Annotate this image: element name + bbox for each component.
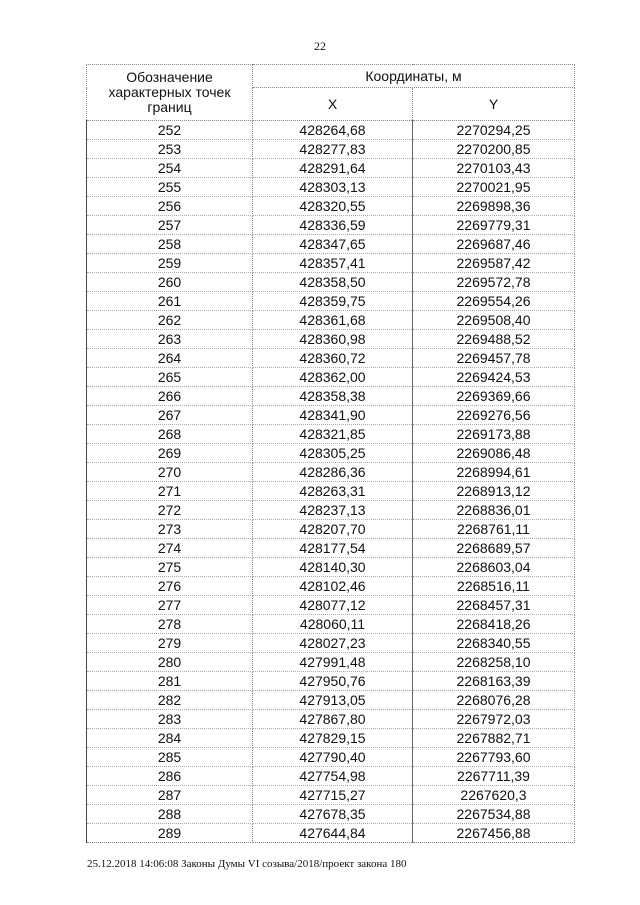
point-number-cell: 282 xyxy=(87,691,253,710)
x-coordinate-cell: 428027,23 xyxy=(253,634,413,653)
x-coordinate-cell: 428321,85 xyxy=(253,425,413,444)
table-row xyxy=(87,273,575,292)
x-coordinate-cell: 428362,00 xyxy=(253,368,413,387)
table-row xyxy=(87,216,575,235)
y-coordinate-cell: 2267711,39 xyxy=(413,767,575,786)
table-row xyxy=(87,482,575,501)
y-coordinate-cell: 2267534,88 xyxy=(413,805,575,824)
table-row xyxy=(87,501,575,520)
table-row xyxy=(87,520,575,539)
y-coordinate-cell: 2269898,36 xyxy=(413,197,575,216)
point-number-cell: 259 xyxy=(87,254,253,273)
y-coordinate-cell: 2269572,78 xyxy=(413,273,575,292)
x-coordinate-cell: 427678,35 xyxy=(253,805,413,824)
point-number-cell: 254 xyxy=(87,159,253,178)
point-number-cell: 263 xyxy=(87,330,253,349)
table-row xyxy=(87,444,575,463)
y-coordinate-cell: 2268418,26 xyxy=(413,615,575,634)
table-row xyxy=(87,235,575,254)
y-coordinate-cell: 2267456,88 xyxy=(413,824,575,843)
point-number-cell: 271 xyxy=(87,482,253,501)
table-row xyxy=(87,615,575,634)
table-row xyxy=(87,425,575,444)
point-number-cell: 260 xyxy=(87,273,253,292)
table-row xyxy=(87,406,575,425)
table-row xyxy=(87,368,575,387)
page-number: 22 xyxy=(314,39,326,53)
x-coordinate-cell: 428360,98 xyxy=(253,330,413,349)
x-coordinate-cell: 428207,70 xyxy=(253,520,413,539)
x-coordinate-cell: 428291,64 xyxy=(253,159,413,178)
table-row xyxy=(87,197,575,216)
point-number-cell: 288 xyxy=(87,805,253,824)
y-coordinate-cell: 2269457,78 xyxy=(413,349,575,368)
table-row xyxy=(87,729,575,748)
point-number-cell: 279 xyxy=(87,634,253,653)
x-coordinate-cell: 428264,68 xyxy=(253,121,413,140)
point-number-cell: 285 xyxy=(87,748,253,767)
point-number-cell: 287 xyxy=(87,786,253,805)
x-coordinate-cell: 428102,46 xyxy=(253,577,413,596)
y-coordinate-cell: 2268761,11 xyxy=(413,520,575,539)
y-coordinate-cell: 2267882,71 xyxy=(413,729,575,748)
table-row xyxy=(87,463,575,482)
table-row xyxy=(87,178,575,197)
y-coordinate-cell: 2269687,46 xyxy=(413,235,575,254)
x-coordinate-cell: 428303,13 xyxy=(253,178,413,197)
table-row xyxy=(87,634,575,653)
coordinates-header: Координаты, м xyxy=(253,65,575,88)
y-coordinate-cell: 2268836,01 xyxy=(413,501,575,520)
table-row xyxy=(87,121,575,140)
point-number-cell: 262 xyxy=(87,311,253,330)
point-number-cell: 276 xyxy=(87,577,253,596)
x-coordinate-cell: 427913,05 xyxy=(253,691,413,710)
x-coordinate-cell: 428336,59 xyxy=(253,216,413,235)
y-coordinate-cell: 2270294,25 xyxy=(413,121,575,140)
point-number-cell: 286 xyxy=(87,767,253,786)
point-number-cell: 261 xyxy=(87,292,253,311)
point-number-cell: 278 xyxy=(87,615,253,634)
y-coordinate-cell: 2269554,26 xyxy=(413,292,575,311)
y-coordinate-cell: 2267620,3 xyxy=(413,786,575,805)
x-coordinate-cell: 428286,36 xyxy=(253,463,413,482)
x-coordinate-cell: 428358,38 xyxy=(253,387,413,406)
x-coordinate-cell: 427829,15 xyxy=(253,729,413,748)
x-coordinate-cell: 428263,31 xyxy=(253,482,413,501)
point-number-cell: 267 xyxy=(87,406,253,425)
table-row xyxy=(87,672,575,691)
table-row xyxy=(87,140,575,159)
point-number-cell: 257 xyxy=(87,216,253,235)
x-coordinate-cell: 428237,13 xyxy=(253,501,413,520)
table-body xyxy=(87,121,575,843)
table-row xyxy=(87,539,575,558)
table-row xyxy=(87,748,575,767)
x-coordinate-cell: 428277,83 xyxy=(253,140,413,159)
point-number-cell: 269 xyxy=(87,444,253,463)
y-coordinate-cell: 2268603,04 xyxy=(413,558,575,577)
table-row xyxy=(87,387,575,406)
x-coordinate-cell: 427950,76 xyxy=(253,672,413,691)
point-number-cell: 264 xyxy=(87,349,253,368)
coordinates-table xyxy=(86,64,575,843)
y-coordinate-cell: 2268258,10 xyxy=(413,653,575,672)
table-row xyxy=(87,330,575,349)
y-column-header: Y xyxy=(413,88,575,121)
table-row xyxy=(87,653,575,672)
table-row xyxy=(87,691,575,710)
y-coordinate-cell: 2269086,48 xyxy=(413,444,575,463)
table-row xyxy=(87,805,575,824)
table-row xyxy=(87,596,575,615)
y-coordinate-cell: 2269488,52 xyxy=(413,330,575,349)
y-coordinate-cell: 2269276,56 xyxy=(413,406,575,425)
point-number-cell: 277 xyxy=(87,596,253,615)
x-coordinate-cell: 428347,65 xyxy=(253,235,413,254)
point-number-cell: 289 xyxy=(87,824,253,843)
table-row xyxy=(87,767,575,786)
table-row xyxy=(87,824,575,843)
point-number-cell: 284 xyxy=(87,729,253,748)
point-number-cell: 258 xyxy=(87,235,253,254)
table-row xyxy=(87,710,575,729)
point-number-cell: 275 xyxy=(87,558,253,577)
point-number-cell: 280 xyxy=(87,653,253,672)
point-number-cell: 283 xyxy=(87,710,253,729)
y-coordinate-cell: 2268457,31 xyxy=(413,596,575,615)
y-coordinate-cell: 2268076,28 xyxy=(413,691,575,710)
table-row xyxy=(87,292,575,311)
y-coordinate-cell: 2270021,95 xyxy=(413,178,575,197)
point-number-cell: 273 xyxy=(87,520,253,539)
table-row xyxy=(87,311,575,330)
y-coordinate-cell: 2270200,85 xyxy=(413,140,575,159)
x-coordinate-cell: 427867,80 xyxy=(253,710,413,729)
point-number-cell: 255 xyxy=(87,178,253,197)
y-coordinate-cell: 2268516,11 xyxy=(413,577,575,596)
x-coordinate-cell: 427644,84 xyxy=(253,824,413,843)
y-coordinate-cell: 2269173,88 xyxy=(413,425,575,444)
y-coordinate-cell: 2267972,03 xyxy=(413,710,575,729)
x-coordinate-cell: 428077,12 xyxy=(253,596,413,615)
point-number-cell: 268 xyxy=(87,425,253,444)
x-coordinate-cell: 427715,27 xyxy=(253,786,413,805)
footer-note: 25.12.2018 14:06:08 Законы Думы VI созыва/2018/проект закона 180 xyxy=(87,858,407,870)
x-coordinate-cell: 428341,90 xyxy=(253,406,413,425)
table-row xyxy=(87,349,575,368)
x-coordinate-cell: 428359,75 xyxy=(253,292,413,311)
point-number-cell: 270 xyxy=(87,463,253,482)
y-coordinate-cell: 2268913,12 xyxy=(413,482,575,501)
x-coordinate-cell: 427790,40 xyxy=(253,748,413,767)
y-coordinate-cell: 2270103,43 xyxy=(413,159,575,178)
x-coordinate-cell: 428360,72 xyxy=(253,349,413,368)
point-number-cell: 274 xyxy=(87,539,253,558)
point-number-cell: 256 xyxy=(87,197,253,216)
x-column-header: X xyxy=(253,88,413,121)
point-number-cell: 265 xyxy=(87,368,253,387)
x-coordinate-cell: 428140,30 xyxy=(253,558,413,577)
y-coordinate-cell: 2269587,42 xyxy=(413,254,575,273)
y-coordinate-cell: 2268340,55 xyxy=(413,634,575,653)
x-coordinate-cell: 428060,11 xyxy=(253,615,413,634)
table-row xyxy=(87,254,575,273)
x-coordinate-cell: 427991,48 xyxy=(253,653,413,672)
y-coordinate-cell: 2268163,39 xyxy=(413,672,575,691)
x-coordinate-cell: 428177,54 xyxy=(253,539,413,558)
x-coordinate-cell: 427754,98 xyxy=(253,767,413,786)
point-number-cell: 252 xyxy=(87,121,253,140)
table-row xyxy=(87,577,575,596)
point-number-cell: 266 xyxy=(87,387,253,406)
table-row xyxy=(87,558,575,577)
table-header xyxy=(87,65,575,121)
y-coordinate-cell: 2269424,53 xyxy=(413,368,575,387)
y-coordinate-cell: 2269508,40 xyxy=(413,311,575,330)
y-coordinate-cell: 2268994,61 xyxy=(413,463,575,482)
y-coordinate-cell: 2267793,60 xyxy=(413,748,575,767)
x-coordinate-cell: 428305,25 xyxy=(253,444,413,463)
x-coordinate-cell: 428320,55 xyxy=(253,197,413,216)
point-number-cell: 281 xyxy=(87,672,253,691)
y-coordinate-cell: 2268689,57 xyxy=(413,539,575,558)
x-coordinate-cell: 428357,41 xyxy=(253,254,413,273)
y-coordinate-cell: 2269779,31 xyxy=(413,216,575,235)
table-row xyxy=(87,786,575,805)
x-coordinate-cell: 428358,50 xyxy=(253,273,413,292)
y-coordinate-cell: 2269369,66 xyxy=(413,387,575,406)
point-number-cell: 272 xyxy=(87,501,253,520)
table-row xyxy=(87,159,575,178)
point-number-cell: 253 xyxy=(87,140,253,159)
x-coordinate-cell: 428361,68 xyxy=(253,311,413,330)
point-designation-header: Обозначение характерных точек границ xyxy=(87,65,253,121)
